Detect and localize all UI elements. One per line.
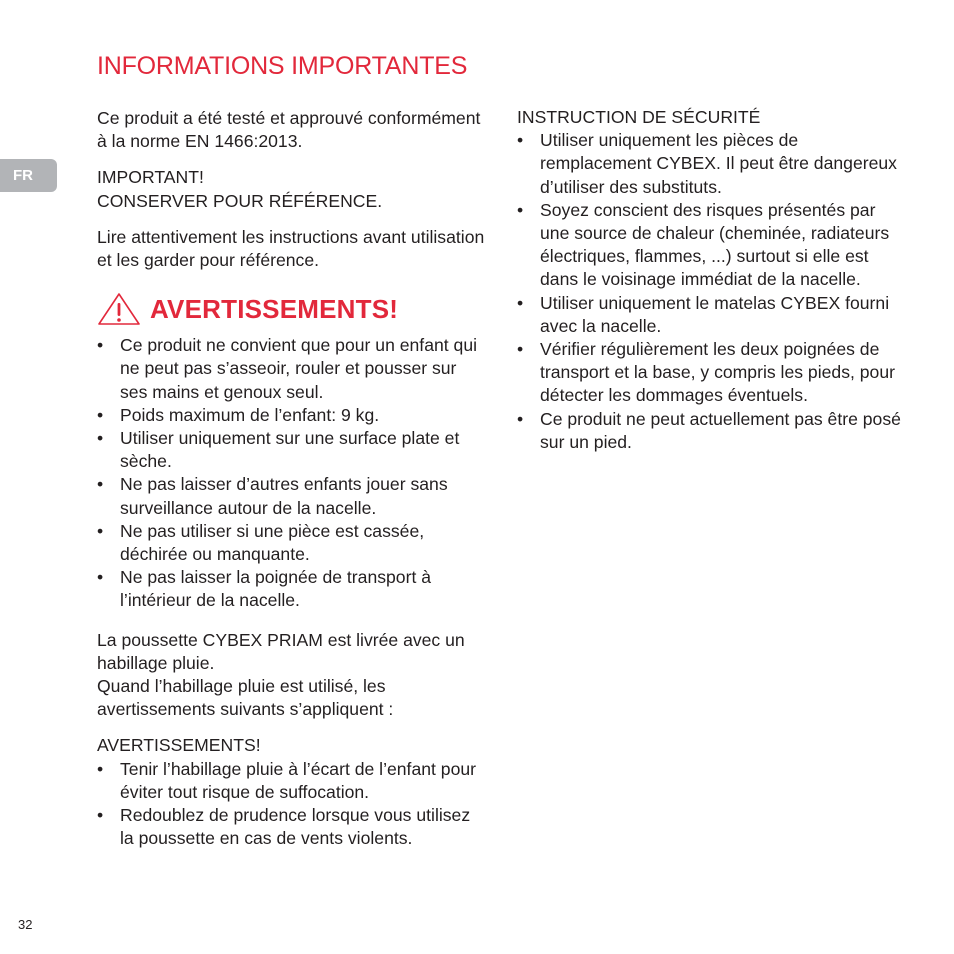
page-number: 32	[18, 917, 33, 932]
list-item: • Ce produit ne convient que pour un enfant qui ne peut pas s’asseoir, rouler et pousser sur ses mains et genoux seul.	[97, 334, 487, 404]
raincover-warnings-list	[97, 758, 487, 851]
left-column	[97, 107, 487, 850]
language-tab: FR	[0, 159, 57, 192]
keep-reference-line: CONSERVER POUR RÉFÉRENCE.	[97, 190, 383, 211]
warning-triangle-icon	[97, 292, 141, 326]
list-item: • Redoublez de prudence lorsque vous utilisez la poussette en cas de vents violents.	[97, 804, 487, 850]
raincover-block	[97, 629, 487, 722]
page-title: INFORMATIONS IMPORTANTES	[97, 52, 468, 80]
list-item: • Soyez conscient des risques présentés par une source de chaleur (cheminée, radiateurs électriques, flammes, ...) surtout si elle est dans le voisinage immédiat de la nacelle.	[517, 199, 907, 292]
raincover-warnings-title: AVERTISSEMENTS!	[97, 735, 261, 756]
read-instructions-text: Lire attentivement les instructions avant utilisation et les garder pour référence.	[97, 226, 485, 271]
warnings-heading	[97, 292, 487, 326]
list-item: • Utiliser uniquement le matelas CYBEX fourni avec la nacelle.	[517, 292, 907, 338]
list-item: • Utiliser uniquement sur une surface plate et sèche.	[97, 427, 487, 473]
list-item: • Utiliser uniquement les pièces de remplacement CYBEX. Il peut être dangereux d’utiliser des substituts.	[517, 129, 907, 199]
important-line: IMPORTANT!	[97, 167, 204, 188]
raincover-intro: La poussette CYBEX PRIAM est livrée avec un habillage pluie.	[97, 629, 465, 673]
intro-text: Ce produit a été testé et approuvé conformément à la norme EN 1466:2013.	[97, 108, 481, 152]
list-item: • Poids maximum de l’enfant: 9 kg.	[97, 404, 487, 427]
list-item: • Ne pas utiliser si une pièce est cassée, déchirée ou manquante.	[97, 520, 487, 566]
right-column	[517, 106, 907, 454]
important-block	[97, 166, 487, 212]
safety-instructions-title: INSTRUCTION DE SÉCURITÉ	[517, 107, 761, 127]
safety-instructions-list	[517, 129, 907, 454]
raincover-condition: Quand l’habillage pluie est utilisé, les avertissements suivants s’appliquent :	[97, 676, 394, 720]
list-item: • Tenir l’habillage pluie à l’écart de l’enfant pour éviter tout risque de suffocation.	[97, 758, 487, 804]
warnings-title: AVERTISSEMENTS!	[150, 294, 399, 325]
list-item: • Ne pas laisser d’autres enfants jouer sans surveillance autour de la nacelle.	[97, 473, 487, 519]
list-item: • Ce produit ne peut actuellement pas être posé sur un pied.	[517, 408, 907, 454]
list-item: • Vérifier régulièrement les deux poignées de transport et la base, y compris les pieds, pour détecter les dommages éventuels.	[517, 338, 907, 408]
list-item: • Ne pas laisser la poignée de transport à l’intérieur de la nacelle.	[97, 566, 487, 612]
warnings-list	[97, 334, 487, 612]
